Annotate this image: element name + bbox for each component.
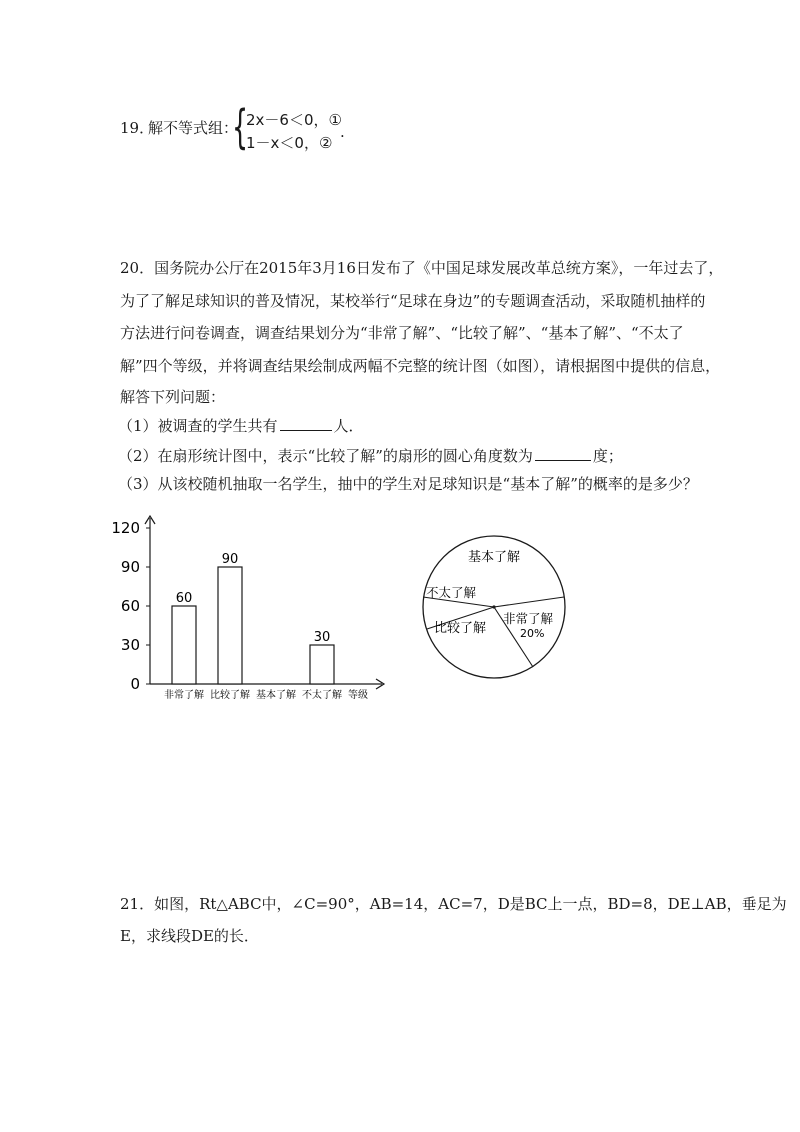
bar-chart — [110, 512, 400, 708]
answer-blank-2[interactable] — [535, 446, 591, 461]
q19-end: . — [340, 123, 345, 141]
q20-sub-2 — [118, 446, 623, 466]
answer-blank-1[interactable] — [280, 416, 332, 431]
q20-sub-1-text: （1）被调查的学生共有 — [118, 417, 278, 435]
x-axis-title: 等级 — [348, 690, 368, 701]
q20-sub-1-unit: 人． — [333, 417, 364, 435]
bar-1 — [172, 606, 196, 684]
q19-label: 解不等式组： — [148, 119, 239, 137]
pie-label-very: 非常了解 — [503, 611, 554, 626]
q20-sub-3: （3）从该校随机抽取一名学生，抽中的学生对足球知识是“基本了解”的概率的是多少？ — [118, 475, 698, 493]
pie-divider-3 — [494, 597, 564, 607]
q20-line-4: 解”四个等级，并将调查结果绘制成两幅不完整的统计图（如图），请根据图中提供的信息， — [120, 357, 721, 375]
pie-label-fairly: 比较了解 — [434, 621, 487, 636]
pie-label-percent: 20% — [520, 627, 545, 640]
inequality-2: 1－x＜0，② — [246, 134, 333, 152]
q20-line-1: 20．国务院办公厅在2015年3月16日发布了《中国足球发展改革总统方案》，一年过去了， — [120, 259, 724, 277]
y-tick-label: 60 — [120, 597, 140, 615]
y-tick-label: 120 — [111, 519, 140, 537]
q21-line-1: 21．如图，Rt△ABC中，∠C=90°，AB=14，AC=7，D是BC上一点，BD=8，DE⊥AB，垂足为 — [120, 895, 787, 913]
system-brace: { — [232, 100, 249, 154]
q20-line-2: 为了了解足球知识的普及情况，某校举行“足球在身边”的专题调查活动，采取随机抽样的 — [120, 292, 706, 310]
q20-sub-2-text: （2）在扇形统计图中，表示“比较了解”的扇形的圆心角度数为 — [118, 447, 533, 465]
bar-value-label: 30 — [313, 630, 331, 645]
y-tick-label: 30 — [120, 636, 140, 654]
q20-line-3: 方法进行问卷调查，调查结果划分为“非常了解”、“比较了解”、“基本了解”、“不太了 — [120, 324, 684, 342]
pie-chart — [412, 528, 582, 698]
y-tick-label: 90 — [120, 558, 140, 576]
x-category-label: 基本了解 — [256, 690, 296, 701]
x-category-label: 不太了解 — [302, 690, 342, 701]
bar-value-label: 90 — [221, 552, 239, 567]
pie-center — [492, 605, 495, 608]
pie-label-basic: 基本了解 — [467, 550, 521, 565]
bar-4 — [310, 645, 334, 684]
q20-sub-1 — [118, 416, 364, 436]
q21-line-2: E，求线段DE的长． — [120, 927, 259, 945]
pie-label-not-much: 不太了解 — [426, 585, 477, 600]
q20-sub-2-unit: 度； — [592, 447, 623, 465]
y-tick-label: 0 — [130, 675, 140, 693]
inequality-1: 2x－6＜0，① — [246, 111, 342, 129]
bar-value-label: 60 — [175, 591, 193, 606]
q19-number: 19． — [120, 119, 155, 137]
x-category-label: 比较了解 — [210, 690, 250, 701]
q20-line-5: 解答下列问题： — [120, 388, 226, 406]
x-category-label: 非常了解 — [164, 690, 204, 701]
bar-2 — [218, 567, 242, 684]
